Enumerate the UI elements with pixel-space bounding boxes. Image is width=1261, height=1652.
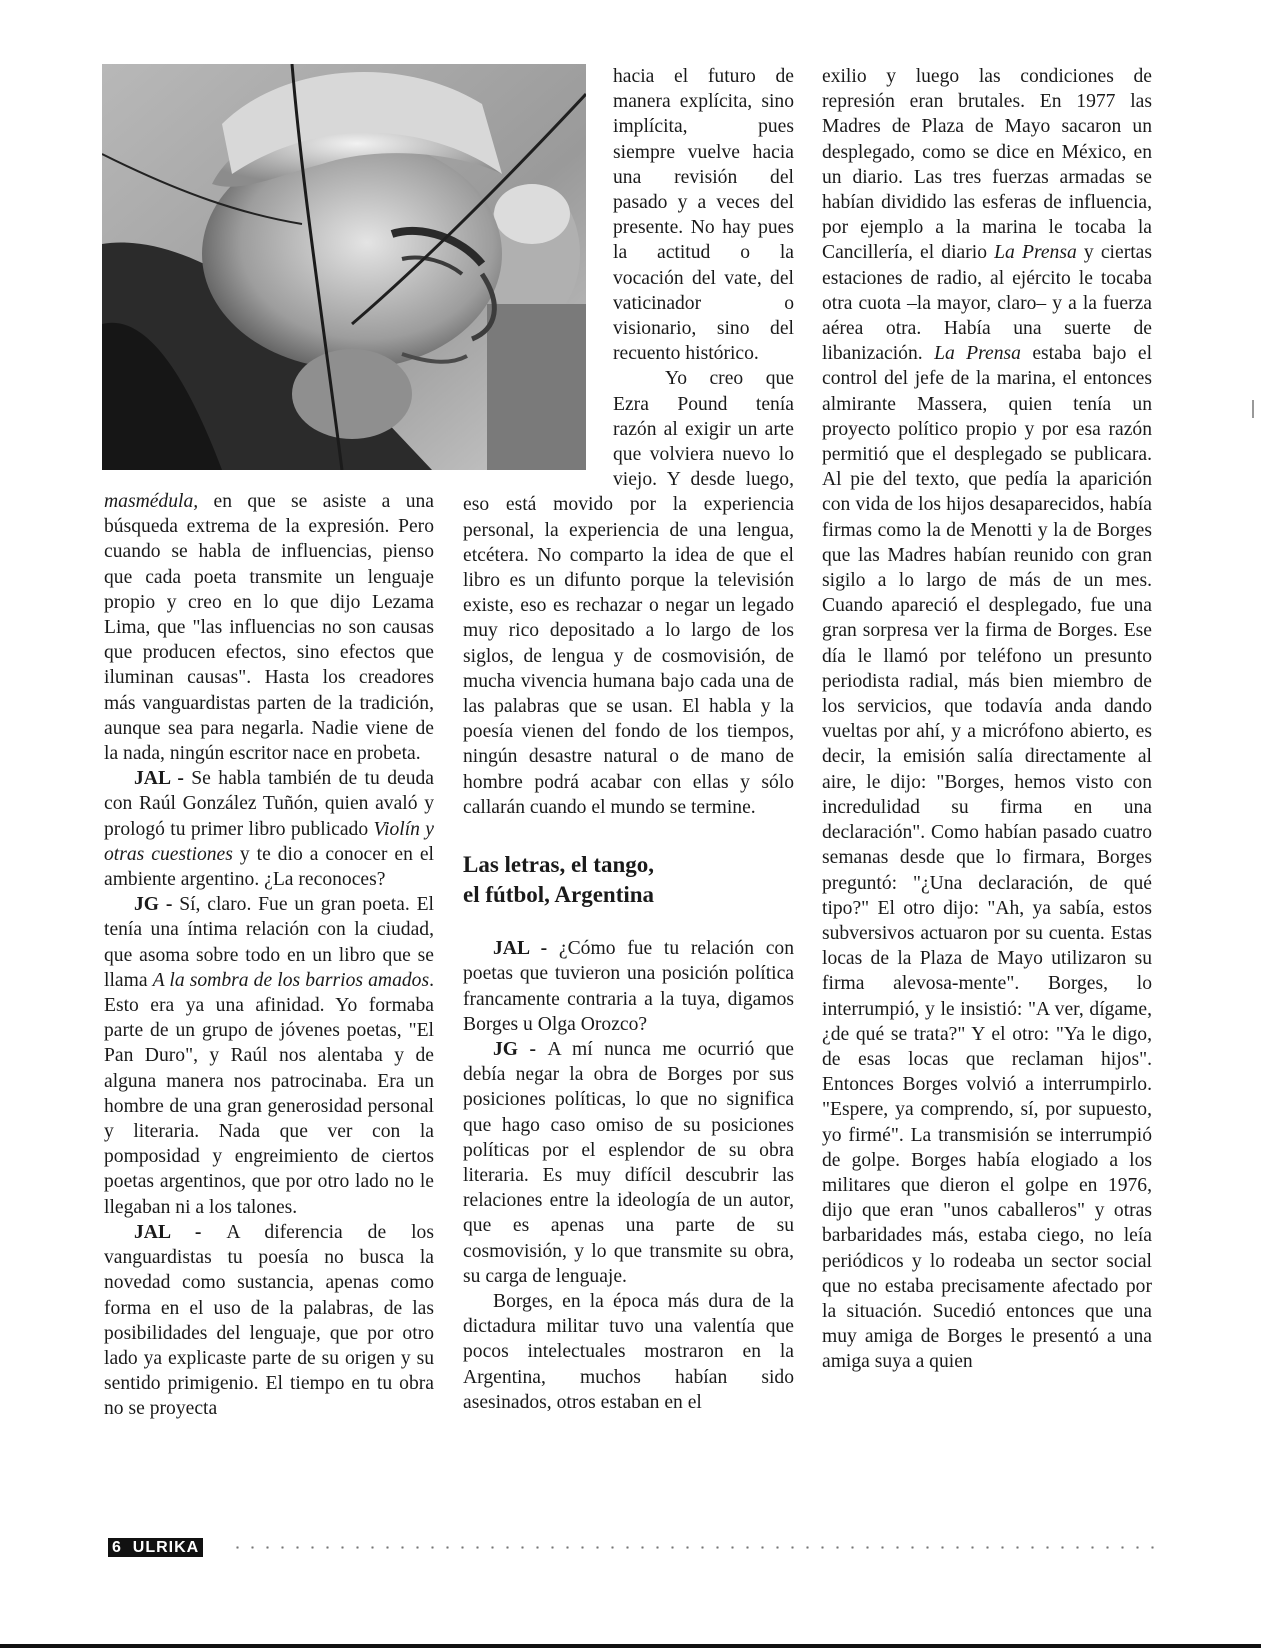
speaker-label: JAL - (493, 938, 559, 960)
paragraph: Yo creo que Ezra Pound tenía razón al exigir un arte que volviera nuevo lo viejo. Y desde luego, eso está movido por la experiencia personal, la experiencia de una lengua, etcétera. No comparto la idea de que el libro es un difunto porque la televisión existe, eso es rechazar o negar un legado muy rico depositado a lo largo de los siglos, de lengua y de cosmovisión, de mucha vivencia humana bajo cada una de las palabras que se usan. El habla y la poesía vienen del fondo de los tiempos, ningún desastre natural o de mano de hombre podrá acabar con ellas y sólo callarán cuando el mundo se termine. (463, 368, 794, 818)
column-3 (822, 64, 1152, 1375)
page-footer (108, 1537, 203, 1557)
book-title: Violín y otras cuestiones (104, 818, 434, 865)
paragraph (104, 892, 434, 1220)
paragraph-text: y te dio a conocer en el ambiente argentino. ¿La reconoces? (104, 843, 434, 891)
speaker-label: JG - (134, 894, 180, 916)
paragraph (104, 489, 434, 766)
section-heading (463, 850, 794, 910)
photo-wrap-spacer (463, 64, 613, 472)
heading-line: Las letras, el tango, (463, 852, 655, 878)
column-2 (463, 64, 794, 1415)
paragraph: hacia el futuro de manera explícita, sino implícita, pues siempre vuelve hacia una revisión del pasado y a veces del presente. No hay pues la actitud o la vocación del vate, del vaticinador o visionario, sino del recuento histórico. (613, 66, 794, 365)
paragraph (104, 1220, 434, 1422)
speaker-label: JG - (493, 1038, 548, 1060)
newspaper-title: La Prensa (934, 343, 1021, 365)
paragraph: Borges, en la época más dura de la dictadura militar tuvo una valentía que pocos intelectuales mostraron en la Argentina, muchos habían sido asesinados, otros estaban en el (463, 1290, 794, 1413)
paragraph-text: ¿Cómo fue tu relación con poetas que tuvieron una posición política francamente contraria a la tuya, digamos Borges u Olga Orozco? (463, 938, 794, 1035)
column-1 (104, 489, 434, 1422)
footer-dotted-rule (230, 1546, 1155, 1549)
paragraph-text: A mí nunca me ocurrió que debía negar la obra de Borges por sus posiciones políticas, lo que no significa que hago caso omiso de su posiciones políticas por el esplendor de su obra literaria. Es muy difícil descubrir las relaciones entre la ideología de un autor, que es apenas una parte de su cosmovisión, y lo que transmite su obra, su carga de lenguaje. (463, 1038, 795, 1287)
paragraph-text: A diferencia de los vanguardistas tu poesía no busca la novedad como sustancia, apenas como forma en el uso de la palabras, de las posibilidades del lenguaje, que por otro lado ya explicaste parte de su origen y su sentido primigenio. El tiempo en tu obra no se proyecta (104, 1221, 434, 1420)
paragraph (104, 766, 434, 892)
paragraph-text: . Esto era ya una afinidad. Yo formaba parte de un grupo de jóvenes poetas, "El Pan Duro", y Raúl nos alentaba y de alguna manera nos patrocinaba. Era un hombre de una gran generosidad personal y literaria. Nada que ver con la pomposidad y engreimiento de ciertos poetas argentinos, que por otro lado no le llegaban ni a los talones. (104, 969, 434, 1218)
paragraph (463, 1037, 794, 1289)
heading-line: el fútbol, Argentina (463, 882, 655, 908)
paragraph-text: y ciertas estaciones de radio, al ejército le tocaba otra cuota –la mayor, claro– y a la fuerza aérea otra. Había una suerte de libanización. (822, 242, 1152, 365)
speaker-label: JAL - (134, 768, 192, 790)
edge-mark (1252, 400, 1254, 418)
book-title: A la sombra de los barrios amados (152, 969, 430, 991)
page-number: 6 (112, 1538, 122, 1556)
italic-term: masmédula, (104, 491, 199, 512)
paragraph (463, 936, 794, 1037)
magazine-name: ULRIKA (132, 1538, 200, 1556)
paragraph-text: en que se asiste a una búsqueda extrema de la expresión. Pero cuando se habla de influencias, pienso que cada poeta transmite un lenguaje propio y creo en lo que dijo Lezama Lima, que "las influencias no son causas que producen efectos, sino efectos que iluminan causas". Hasta los creadores más vanguardistas parten de la tradición, aunque sea para negarla. Nadie viene de la nada, ningún escritor nace en probeta. (104, 491, 434, 765)
newspaper-title: La Prensa (994, 242, 1077, 264)
paragraph-text: estaba bajo el control del jefe de la marina, el entonces almirante Massera, quien tenía un proyecto político propio y por esa razón permitió que el desplegado se publicara. Al pie del texto, que pedía la aparición con vida de los hijos desaparecidos, había firmas como la de Menotti y la de Borges que las Madres habían reunido con gran sigilo a lo largo de más de un mes. Cuando apareció el desplegado, fue una gran sorpresa ver la firma de Borges. Ese día le llamó por teléfono un presunto periodista radial, más bien miembro de los servicios, que todavía anda dando vueltas por ahí, y a micrófono abierto, es decir, la emisión salía directamente al aire, le dijo: "Borges, hemos visto con incredulidad su firma en una declaración". Como habían pasado cuatro semanas desde que lo firmara, Borges preguntó: "¿Una declaración, de qué tipo?" El otro dijo: "Ah, ya sabía, estos subversivos actuaron por su cuenta. Estas locas de la Plaza de Mayo utilizaron su firma alevosa-mente". Borges, lo interrumpió, y le insistió: "A ver, dígame, ¿de qué se trata?" Y el otro: "Ya le digo, de esas locas que reclaman hijos". Entonces Borges volvió a interrumpirlo. "Espere, ya comprendo, sí, por supuesto, yo firmé". La transmisión se interrumpió de golpe. Borges había elogiado a los militares que dieron el golpe en 1976, dijo que eran "unos caballeros" y otras barbaridades más, estaba ciego, no leía periódicos y lo rodeaba un sector social que no estaba precisamente afectado por la situación. Sucedió entonces que una muy amiga de Borges le presentó a una amiga suya a quien (822, 343, 1153, 1373)
paragraph (822, 64, 1152, 1375)
bottom-rule (0, 1644, 1261, 1648)
paragraph-text: Sí, claro. Fue un gran poeta. El tenía una íntima relación con la ciudad, que asoma sobre todo en un libro que se llama (104, 894, 435, 991)
paragraph-text: Se habla también de tu deuda con Raúl González Tuñón, quien avaló y prologó tu primer libro publicado (104, 768, 434, 840)
footer-badge (108, 1538, 203, 1557)
paragraph-text: exilio y luego las condiciones de represión eran brutales. En 1977 las Madres de Plaza de Mayo sacaron un desplegado, como se dice en México, en un diario. Las tres fuerzas armadas se habían dividido las esferas de influencia, por ejemplo a la marina le tocaba la Cancillería, el diario (822, 66, 1152, 264)
speaker-label: JAL - (134, 1221, 227, 1243)
